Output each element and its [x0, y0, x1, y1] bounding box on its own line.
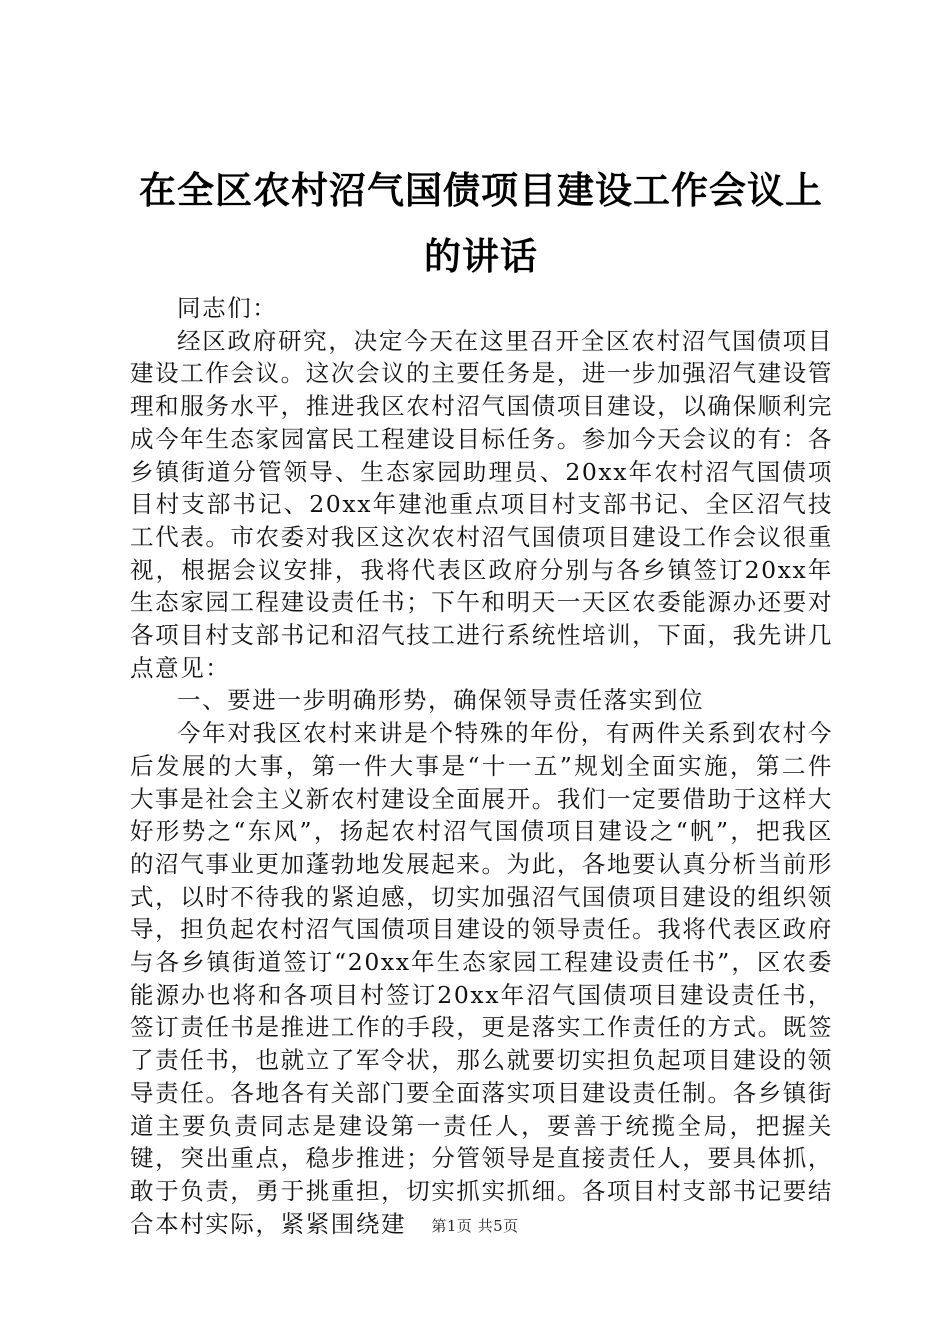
salutation-paragraph: 同志们：	[177, 294, 278, 322]
document-body	[130, 292, 833, 1240]
section-heading: 一、要进一步明确形势，确保领导责任落实到位	[177, 686, 705, 715]
section-paragraph: 今年对我区农村来讲是个特殊的年份，有两件关系到农村今后发展的大事，第一件大事是“十一五”规划全面实施，第二件大事是社会主义新农村建设全面展开。我们一定要借助于这样大好形势之“东风”，扬起农村沼气国债项目建设之“帆”，把我区的沼气事业更加蓬勃地发展起来。为此，各地要认真分析当前形式，以时不待我的紧迫感，切实加强沼气国债项目建设的组织领导，担负起农村沼气国债项目建设的领导责任。我将代表区政府与各乡镇街道签订“20xx年生态家园工程建设责任书”，区农委能源办也将和各项目村签订20xx年沼气国债项目建设责任书，签订责任书是推进工作的手段，更是落实工作责任的方式。既签了责任书，也就立了军令状，那么就要切实担负起项目建设的领导责任。各地各有关部门要全面落实项目建设责任制。各乡镇街道主要负责同志是建设第一责任人，要善于统揽全局，把握关键，突出重点，稳步推进；分管领导是直接责任人，要具体抓，敢于负责，勇于挑重担，切实抓实抓细。各项目村支部书记要结合本村实际，紧紧围绕建	[130, 719, 833, 1238]
page-footer: 第1页 共5页	[431, 1217, 519, 1235]
intro-paragraph: 经区政府研究，决定今天在这里召开全区农村沼气国债项目建设工作会议。这次会议的主要任务是，进一步加强沼气建设管理和服务水平，推进我区农村沼气国债项目建设，以确保顺利完成今年生态家园富民工程建设目标任务。参加今天会议的有：各乡镇街道分管领导、生态家园助理员、20xx年农村沼气国债项目村支部书记、20xx年建池重点项目村支部书记、全区沼气技工代表。市农委对我区这次农村沼气国债项目建设工作会议很重视，根据会议安排，我将代表区政府分别与各乡镇签订20xx年生态家园工程建设责任书；下午和明天一天区农委能源办还要对各项目村支部书记和沼气技工进行系统性培训，下面，我先讲几点意见：	[130, 326, 833, 682]
document-title: 在全区农村沼气国债项目建设工作会议上的讲话	[139, 169, 823, 278]
